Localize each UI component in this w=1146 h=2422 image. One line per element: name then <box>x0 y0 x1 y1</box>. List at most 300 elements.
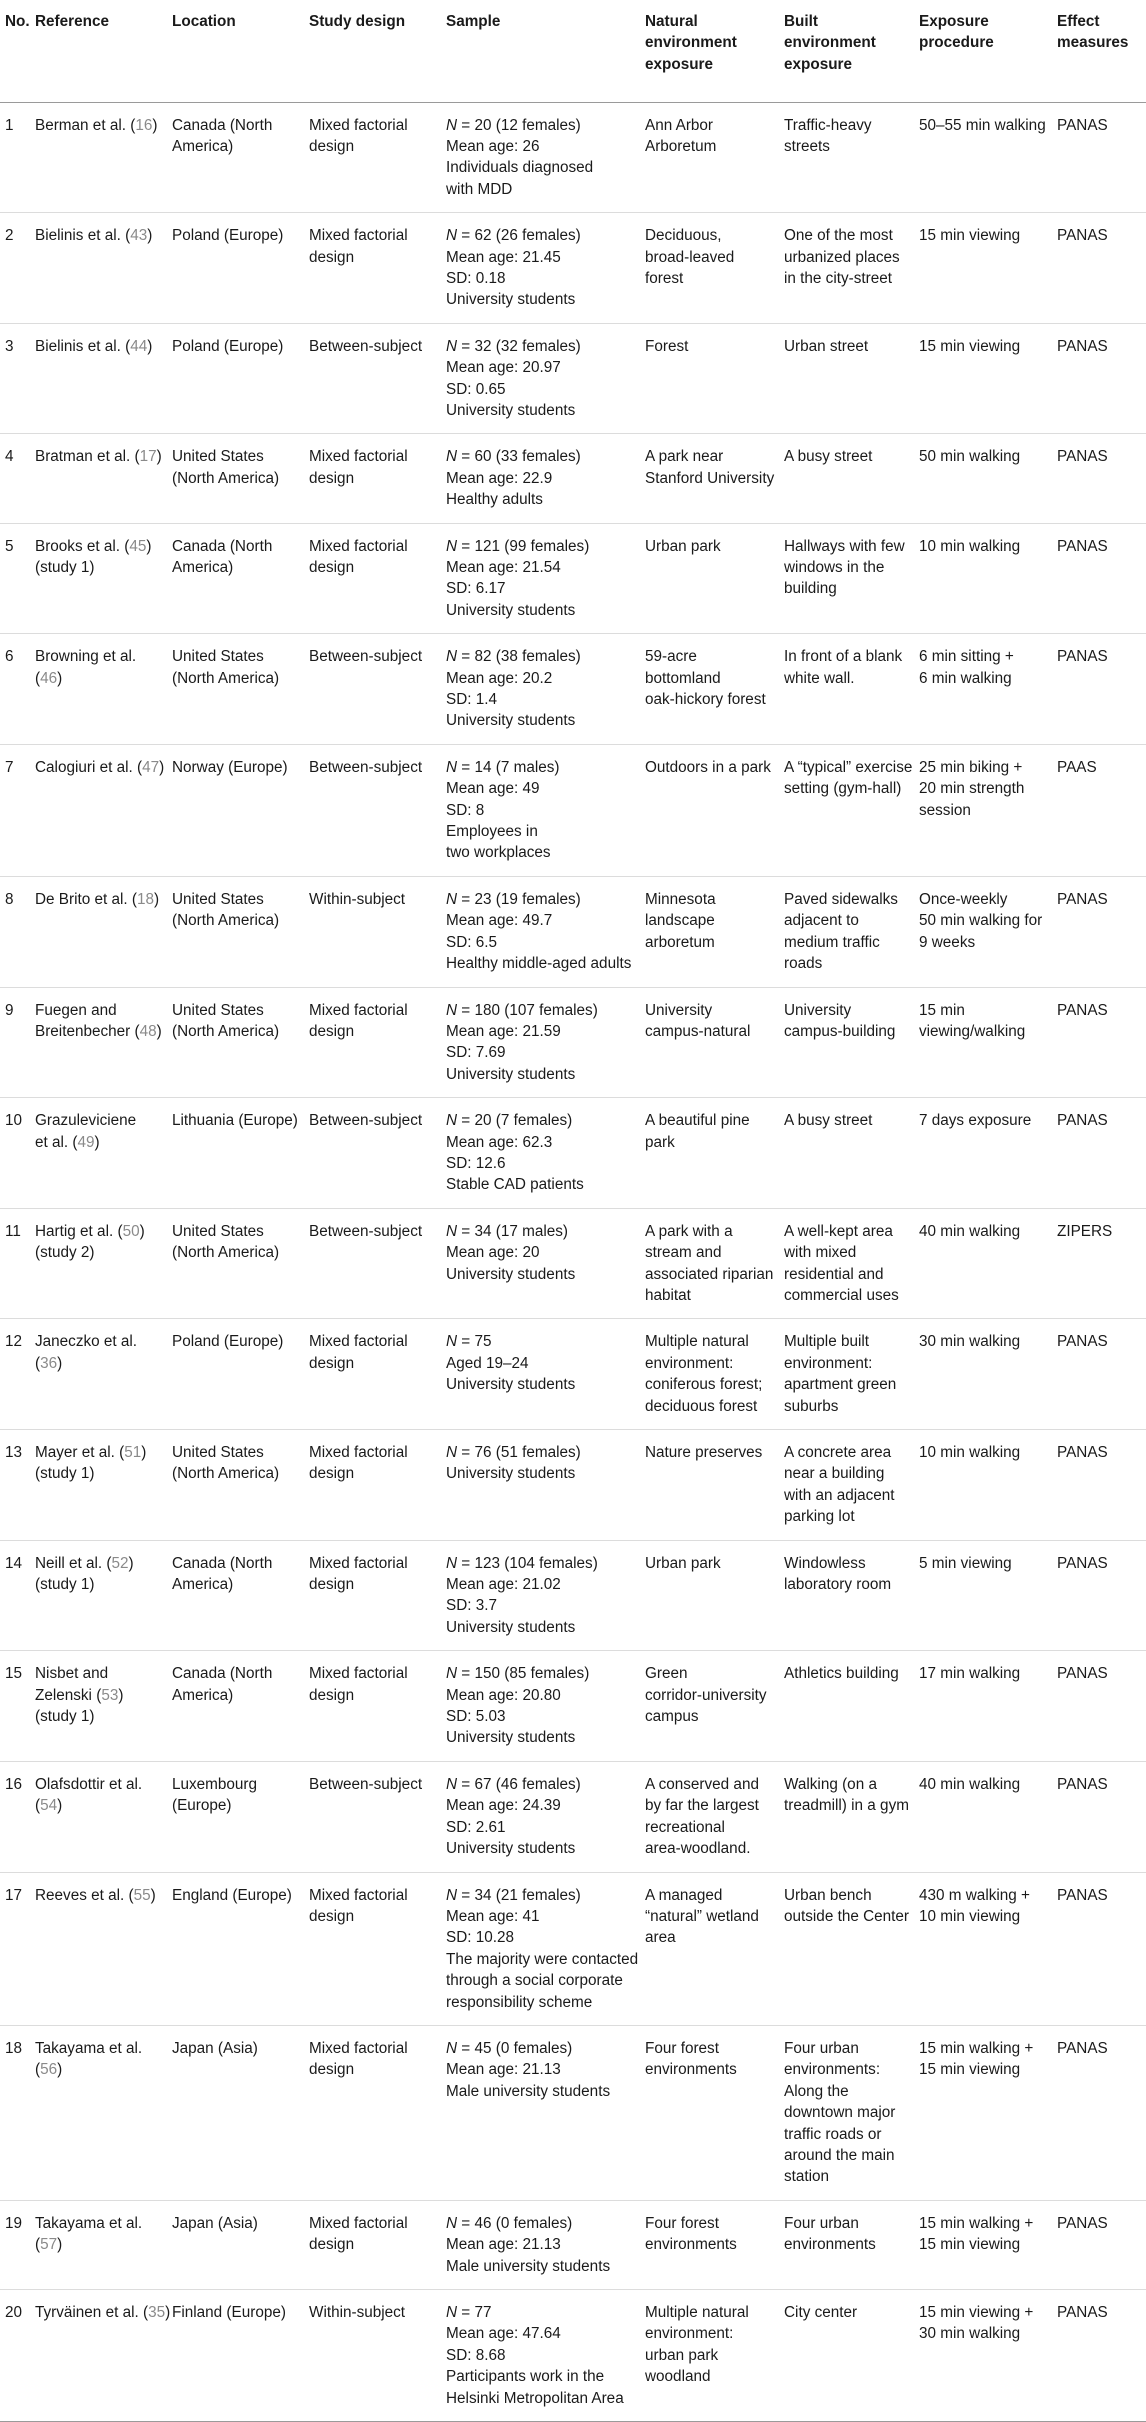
natural-exposure-cell-line: Multiple natural <box>645 1333 749 1351</box>
study-design-cell <box>309 102 446 213</box>
table-row <box>0 2200 1146 2289</box>
sample-cell <box>446 987 645 1098</box>
row-number: 17 <box>5 1886 23 1904</box>
reference-line: (56) <box>35 2061 63 2079</box>
built-exposure-cell-line: A concrete area <box>784 1444 892 1461</box>
study-design-cell <box>309 1208 446 1319</box>
exposure-procedure-cell-line: 30 min walking <box>919 2325 1021 2343</box>
natural-exposure-cell-line: Nature preserves <box>645 1444 763 1461</box>
header-line: Sample <box>446 13 501 30</box>
built-exposure-cell-line: with an adjacent <box>784 1486 895 1504</box>
built-exposure-cell-line: One of the most <box>784 227 893 245</box>
reference-cell <box>35 2025 172 2200</box>
study-design-cell-line: Between-subject <box>309 337 423 355</box>
table-row <box>0 634 1146 745</box>
location-cell-line: America) <box>172 1576 234 1594</box>
location-cell-line: Canada (North <box>172 116 273 134</box>
built-exposure-cell <box>784 1651 919 1762</box>
exposure-procedure-cell <box>919 744 1057 876</box>
citation-link[interactable]: 55 <box>133 1886 151 1904</box>
location-cell <box>172 1651 309 1762</box>
citation-link[interactable]: 17 <box>139 448 157 466</box>
sample-line: University students <box>446 712 576 730</box>
natural-exposure-cell <box>645 1872 784 2025</box>
reference-line: Browning et al. <box>35 648 137 666</box>
sample-line: University students <box>446 1465 576 1483</box>
study-design-cell <box>309 2200 446 2289</box>
table-row <box>0 1208 1146 1319</box>
citation-link[interactable]: 43 <box>130 227 148 245</box>
sample-line: N = 150 (85 females) <box>446 1665 590 1683</box>
location-cell <box>172 323 309 434</box>
study-design-cell <box>309 987 446 1098</box>
citation-link[interactable]: 53 <box>101 1686 119 1704</box>
built-exposure-cell-line: urbanized places <box>784 248 900 266</box>
location-cell-line: Canada (North <box>172 537 273 555</box>
sample-line: University students <box>446 1840 576 1858</box>
location-cell-line: America) <box>172 1686 234 1704</box>
sample-cell <box>446 434 645 523</box>
sample-line: N = 23 (19 females) <box>446 890 581 908</box>
row-number: 4 <box>5 448 14 466</box>
sample-cell <box>446 1761 645 1872</box>
study-design-cell-line: design <box>309 1022 355 1040</box>
reference-line: Zelenski (53) <box>35 1686 124 1704</box>
study-design-cell-line: design <box>309 1686 355 1704</box>
sample-line: Mean age: 62.3 <box>446 1133 553 1151</box>
study-design-cell-line: Within-subject <box>309 890 406 908</box>
natural-exposure-cell <box>645 2025 784 2200</box>
citation-link[interactable]: 50 <box>122 1222 140 1240</box>
sample-line: Mean age: 20.80 <box>446 1686 561 1704</box>
built-exposure-cell-line: campus-building <box>784 1022 896 1040</box>
reference-cell <box>35 1540 172 1651</box>
sample-line: SD: 3.7 <box>446 1597 498 1615</box>
exposure-procedure-cell-line: 15 min viewing <box>919 2061 1021 2079</box>
sample-line: N = 34 (21 females) <box>446 1886 581 1904</box>
natural-exposure-cell-line: Four forest <box>645 2039 719 2057</box>
citation-link[interactable]: 44 <box>130 337 148 355</box>
sample-line: Employees in <box>446 823 538 841</box>
location-cell-line: (Europe) <box>172 1797 232 1815</box>
table-row <box>0 1872 1146 2025</box>
row-number: 7 <box>5 758 14 776</box>
location-cell <box>172 1208 309 1319</box>
study-design-cell <box>309 434 446 523</box>
reference-line: Takayama et al. <box>35 2214 143 2232</box>
sample-line: N = 67 (46 females) <box>446 1775 581 1793</box>
effect-measure-cell: PAAS <box>1057 758 1097 776</box>
built-exposure-cell <box>784 2025 919 2200</box>
sample-line: Stable CAD patients <box>446 1176 584 1194</box>
effect-measure-cell: PANAS <box>1057 648 1108 666</box>
built-exposure-cell-line: traffic roads or <box>784 2125 882 2143</box>
exposure-procedure-cell <box>919 523 1057 634</box>
study-design-cell-line: design <box>309 248 355 266</box>
study-design-cell <box>309 1319 446 1430</box>
table-row <box>0 102 1146 213</box>
natural-exposure-cell-line: deciduous forest <box>645 1397 758 1415</box>
location-cell-line: (North America) <box>172 669 280 687</box>
sample-line: Participants work in the <box>446 2368 605 2386</box>
natural-exposure-cell-line: A conserved and <box>645 1775 759 1793</box>
built-exposure-cell-line: in the city-street <box>784 269 892 287</box>
built-exposure-cell-line: environment: <box>784 1354 873 1372</box>
reference-cell <box>35 434 172 523</box>
sample-cell <box>446 2290 645 2422</box>
location-cell <box>172 1430 309 1541</box>
reference-line: Berman et al. (16) <box>35 116 158 134</box>
location-cell <box>172 1872 309 2025</box>
built-exposure-cell-line: environments: <box>784 2061 881 2079</box>
reference-cell <box>35 1208 172 1319</box>
effect-measure-cell: PANAS <box>1057 1554 1108 1572</box>
reference-line: Tyrväinen et al. (35) <box>35 2304 171 2321</box>
location-cell <box>172 1098 309 1209</box>
study-design-cell-line: Between-subject <box>309 648 423 666</box>
citation-link[interactable]: 47 <box>142 758 160 776</box>
natural-exposure-cell <box>645 1098 784 1209</box>
built-exposure-cell-line: treadmill) in a gym <box>784 1797 909 1815</box>
sample-line: Mean age: 41 <box>446 1907 540 1925</box>
reference-line: Neill et al. (52) <box>35 1554 134 1572</box>
built-exposure-cell-line: Four urban <box>784 2039 859 2057</box>
header-line: Built <box>784 13 818 30</box>
header-reference <box>35 0 172 102</box>
exposure-procedure-cell <box>919 1208 1057 1319</box>
effect-measure-cell: PANAS <box>1057 1444 1108 1461</box>
table-row <box>0 2025 1146 2200</box>
sample-line: University students <box>446 1376 576 1394</box>
study-design-cell <box>309 876 446 987</box>
location-cell-line: Japan (Asia) <box>172 2039 258 2057</box>
sample-line: Mean age: 49.7 <box>446 912 553 930</box>
exposure-procedure-cell <box>919 323 1057 434</box>
citation-link[interactable]: 57 <box>40 2236 58 2254</box>
natural-exposure-cell-line: broad-leaved <box>645 248 735 266</box>
header-line: No. <box>5 13 30 30</box>
study-design-cell <box>309 1651 446 1762</box>
location-cell <box>172 1761 309 1872</box>
location-cell-line: United States <box>172 890 264 908</box>
sample-line: SD: 7.69 <box>446 1044 506 1062</box>
table-row <box>0 876 1146 987</box>
location-cell <box>172 2200 309 2289</box>
built-exposure-cell-line: Four urban <box>784 2214 859 2232</box>
location-cell <box>172 102 309 213</box>
exposure-procedure-cell-line: 10 min viewing <box>919 1907 1021 1925</box>
sample-line: SD: 10.28 <box>446 1929 515 1947</box>
natural-exposure-cell <box>645 1651 784 1762</box>
row-number: 18 <box>5 2039 23 2057</box>
study-design-cell-line: Mixed factorial <box>309 537 408 555</box>
header-exposure-procedure <box>919 0 1057 102</box>
effect-measure-cell: PANAS <box>1057 2039 1108 2057</box>
sample-line: University students <box>446 291 576 309</box>
exposure-procedure-cell <box>919 876 1057 987</box>
built-exposure-cell-line: City center <box>784 2304 858 2321</box>
location-cell-line: Poland (Europe) <box>172 1333 284 1351</box>
built-exposure-cell-line: streets <box>784 137 830 155</box>
table-row <box>0 987 1146 1098</box>
natural-exposure-cell-line: Forest <box>645 337 689 355</box>
location-cell-line: America) <box>172 559 234 576</box>
exposure-procedure-cell-line: 10 min walking <box>919 1444 1021 1461</box>
sample-cell <box>446 2200 645 2289</box>
natural-exposure-cell-line: campus-natural <box>645 1022 751 1040</box>
exposure-procedure-cell-line: 430 m walking + <box>919 1886 1030 1904</box>
natural-exposure-cell-line: Outdoors in a park <box>645 758 771 776</box>
row-number: 8 <box>5 890 14 908</box>
location-cell-line: America) <box>172 137 234 155</box>
natural-exposure-cell-line: Multiple natural <box>645 2304 749 2321</box>
natural-exposure-cell <box>645 2290 784 2422</box>
sample-cell <box>446 1872 645 2025</box>
reference-line: Calogiuri et al. (47) <box>35 758 165 776</box>
study-design-cell-line: design <box>309 1465 355 1483</box>
study-design-cell-line: Between-subject <box>309 758 423 776</box>
built-exposure-cell-line: Urban bench <box>784 1886 872 1904</box>
reference-line: Brooks et al. (45) <box>35 537 152 555</box>
header-natural-exposure <box>645 0 784 102</box>
sample-cell <box>446 213 645 324</box>
sample-line: N = 20 (12 females) <box>446 116 581 134</box>
sample-line: N = 76 (51 females) <box>446 1444 581 1461</box>
citation-link[interactable]: 18 <box>137 890 155 908</box>
built-exposure-cell-line: near a building <box>784 1465 885 1483</box>
location-cell <box>172 523 309 634</box>
study-design-cell <box>309 213 446 324</box>
natural-exposure-cell-line: area-woodland. <box>645 1840 751 1858</box>
effect-measure-cell: PANAS <box>1057 890 1108 908</box>
exposure-procedure-cell <box>919 102 1057 213</box>
built-exposure-cell-line: apartment green <box>784 1376 897 1394</box>
built-exposure-cell-line: parking lot <box>784 1508 855 1526</box>
citation-link[interactable]: 52 <box>111 1554 129 1572</box>
reference-line: Olafsdottir et al. <box>35 1775 143 1793</box>
study-design-cell-line: Mixed factorial <box>309 2214 408 2232</box>
reference-line: Grazuleviciene <box>35 1112 137 1130</box>
header-sample <box>446 0 645 102</box>
location-cell <box>172 1319 309 1430</box>
citation-link[interactable]: 35 <box>148 2304 166 2321</box>
built-exposure-cell-line: around the main <box>784 2146 895 2164</box>
table-row <box>0 1540 1146 1651</box>
sample-line: Mean age: 21.45 <box>446 248 561 266</box>
natural-exposure-cell-line: Urban park <box>645 1554 721 1572</box>
study-design-cell-line: Mixed factorial <box>309 227 408 245</box>
exposure-procedure-cell <box>919 1430 1057 1541</box>
sample-line: SD: 12.6 <box>446 1154 506 1172</box>
row-number: 6 <box>5 648 14 666</box>
study-design-cell-line: design <box>309 1354 355 1372</box>
reference-line: (study 2) <box>35 1244 95 1262</box>
sample-line: Helsinki Metropolitan Area <box>446 2389 624 2407</box>
citation-link[interactable]: 51 <box>124 1444 142 1461</box>
row-number: 2 <box>5 227 14 245</box>
table-row <box>0 1761 1146 1872</box>
built-exposure-cell-line: residential and <box>784 1265 884 1283</box>
sample-line: The majority were contacted <box>446 1950 639 1968</box>
built-exposure-cell <box>784 634 919 745</box>
sample-line: N = 75 <box>446 1333 492 1351</box>
header-line: exposure <box>784 55 853 73</box>
header-line: Natural <box>645 13 698 30</box>
sample-line: Aged 19–24 <box>446 1354 529 1372</box>
sample-line: N = 121 (99 females) <box>446 537 590 555</box>
study-design-cell <box>309 1761 446 1872</box>
reference-line: (46) <box>35 669 63 687</box>
exposure-procedure-cell <box>919 1540 1057 1651</box>
natural-exposure-cell-line: environments <box>645 2061 737 2079</box>
row-number: 3 <box>5 337 14 355</box>
natural-exposure-cell <box>645 744 784 876</box>
natural-exposure-cell-line: A managed <box>645 1886 723 1904</box>
natural-exposure-cell-line: forest <box>645 269 684 287</box>
built-exposure-cell <box>784 744 919 876</box>
row-number: 10 <box>5 1112 23 1130</box>
built-exposure-cell <box>784 1208 919 1319</box>
built-exposure-cell-line: medium traffic <box>784 933 880 951</box>
header-location <box>172 0 309 102</box>
natural-exposure-cell-line: area <box>645 1929 676 1947</box>
reference-cell <box>35 102 172 213</box>
location-cell-line: Norway (Europe) <box>172 758 288 776</box>
natural-exposure-cell-line: Four forest <box>645 2214 719 2232</box>
row-number: 14 <box>5 1554 23 1572</box>
effect-measure-cell: PANAS <box>1057 537 1108 555</box>
natural-exposure-cell <box>645 1761 784 1872</box>
sample-line: Mean age: 24.39 <box>446 1797 561 1815</box>
reference-line: Bratman et al. (17) <box>35 448 162 466</box>
reference-cell <box>35 1319 172 1430</box>
natural-exposure-cell-line: A beautiful pine <box>645 1112 750 1130</box>
header-line: environment <box>645 34 737 52</box>
reference-cell <box>35 1872 172 2025</box>
citation-link[interactable]: 36 <box>40 1354 58 1372</box>
reference-line: Reeves et al. (55) <box>35 1886 156 1904</box>
built-exposure-cell-line: A busy street <box>784 448 873 466</box>
study-design-cell <box>309 744 446 876</box>
natural-exposure-cell <box>645 1319 784 1430</box>
table-row <box>0 744 1146 876</box>
natural-exposure-cell-line: stream and <box>645 1244 722 1262</box>
sample-line: SD: 6.5 <box>446 933 498 951</box>
sample-line: University students <box>446 1265 576 1283</box>
natural-exposure-cell-line: “natural” wetland <box>645 1907 759 1925</box>
built-exposure-cell-line: Traffic-heavy <box>784 116 872 134</box>
citation-link[interactable]: 16 <box>135 116 153 134</box>
study-design-cell <box>309 634 446 745</box>
citation-link[interactable]: 48 <box>139 1022 157 1040</box>
location-cell-line: United States <box>172 448 264 466</box>
natural-exposure-cell-line: campus <box>645 1708 699 1726</box>
natural-exposure-cell-line: Ann Arbor <box>645 116 714 134</box>
exposure-procedure-cell <box>919 213 1057 324</box>
exposure-procedure-cell-line: 5 min viewing <box>919 1554 1012 1572</box>
exposure-procedure-cell <box>919 434 1057 523</box>
exposure-procedure-cell-line: 50–55 min walking <box>919 116 1046 134</box>
built-exposure-cell <box>784 1872 919 2025</box>
sample-line: Mean age: 21.13 <box>446 2236 561 2254</box>
built-exposure-cell-line: windows in the <box>784 559 885 576</box>
natural-exposure-cell-line: environments <box>645 2236 737 2254</box>
reference-cell <box>35 2200 172 2289</box>
effect-measure-cell: PANAS <box>1057 1665 1108 1683</box>
reference-line: et al. (49) <box>35 1133 100 1151</box>
row-number: 13 <box>5 1444 23 1461</box>
built-exposure-cell-line: outside the Center <box>784 1907 910 1925</box>
exposure-procedure-cell-line: session <box>919 801 971 819</box>
reference-line: (36) <box>35 1354 63 1372</box>
exposure-procedure-cell-line: 7 days exposure <box>919 1112 1032 1130</box>
effect-measure-cell: PANAS <box>1057 1775 1108 1793</box>
location-cell <box>172 213 309 324</box>
study-design-cell <box>309 2290 446 2422</box>
study-design-cell <box>309 1872 446 2025</box>
location-cell-line: United States <box>172 1222 264 1240</box>
sample-line: Healthy adults <box>446 491 543 509</box>
sample-cell <box>446 102 645 213</box>
exposure-procedure-cell <box>919 2200 1057 2289</box>
natural-exposure-cell-line: University <box>645 1001 713 1019</box>
exposure-procedure-cell <box>919 1872 1057 2025</box>
reference-line: De Brito et al. (18) <box>35 890 160 908</box>
sample-cell <box>446 1651 645 1762</box>
natural-exposure-cell <box>645 1540 784 1651</box>
built-exposure-cell-line: A well-kept area <box>784 1222 893 1240</box>
built-exposure-cell <box>784 523 919 634</box>
sample-line: SD: 0.65 <box>446 380 506 398</box>
citation-link[interactable]: 56 <box>40 2061 58 2079</box>
table-row <box>0 1098 1146 1209</box>
study-design-cell-line: Mixed factorial <box>309 1886 408 1904</box>
citation-link[interactable]: 46 <box>40 669 58 687</box>
natural-exposure-cell <box>645 213 784 324</box>
sample-line: N = 62 (26 females) <box>446 227 581 245</box>
exposure-procedure-cell <box>919 2025 1057 2200</box>
study-design-cell <box>309 323 446 434</box>
header-row <box>0 0 1146 102</box>
built-exposure-cell-line: A “typical” exercise <box>784 758 913 776</box>
citation-link[interactable]: 49 <box>77 1133 95 1151</box>
study-design-cell-line: design <box>309 137 355 155</box>
exposure-procedure-cell <box>919 987 1057 1098</box>
study-design-cell <box>309 1098 446 1209</box>
effect-measure-cell: PANAS <box>1057 227 1108 245</box>
sample-cell <box>446 634 645 745</box>
citation-link[interactable]: 54 <box>40 1797 58 1815</box>
header-no <box>0 0 35 102</box>
study-design-cell-line: design <box>309 559 355 576</box>
exposure-procedure-cell-line: 15 min viewing <box>919 2236 1021 2254</box>
built-exposure-cell-line: setting (gym-hall) <box>784 780 902 798</box>
natural-exposure-cell <box>645 434 784 523</box>
exposure-procedure-cell <box>919 1319 1057 1430</box>
built-exposure-cell <box>784 102 919 213</box>
citation-link[interactable]: 45 <box>129 537 147 555</box>
location-cell-line: Canada (North <box>172 1554 273 1572</box>
natural-exposure-cell-line: urban park <box>645 2346 719 2364</box>
natural-exposure-cell-line: bottomland <box>645 669 721 687</box>
exposure-procedure-cell-line: 15 min walking + <box>919 2214 1034 2232</box>
built-exposure-cell-line: Paved sidewalks <box>784 890 898 908</box>
sample-line: SD: 8 <box>446 801 485 819</box>
sample-cell <box>446 1430 645 1541</box>
location-cell-line: Poland (Europe) <box>172 227 284 245</box>
sample-line: SD: 1.4 <box>446 691 498 709</box>
study-design-cell-line: Between-subject <box>309 1222 423 1240</box>
